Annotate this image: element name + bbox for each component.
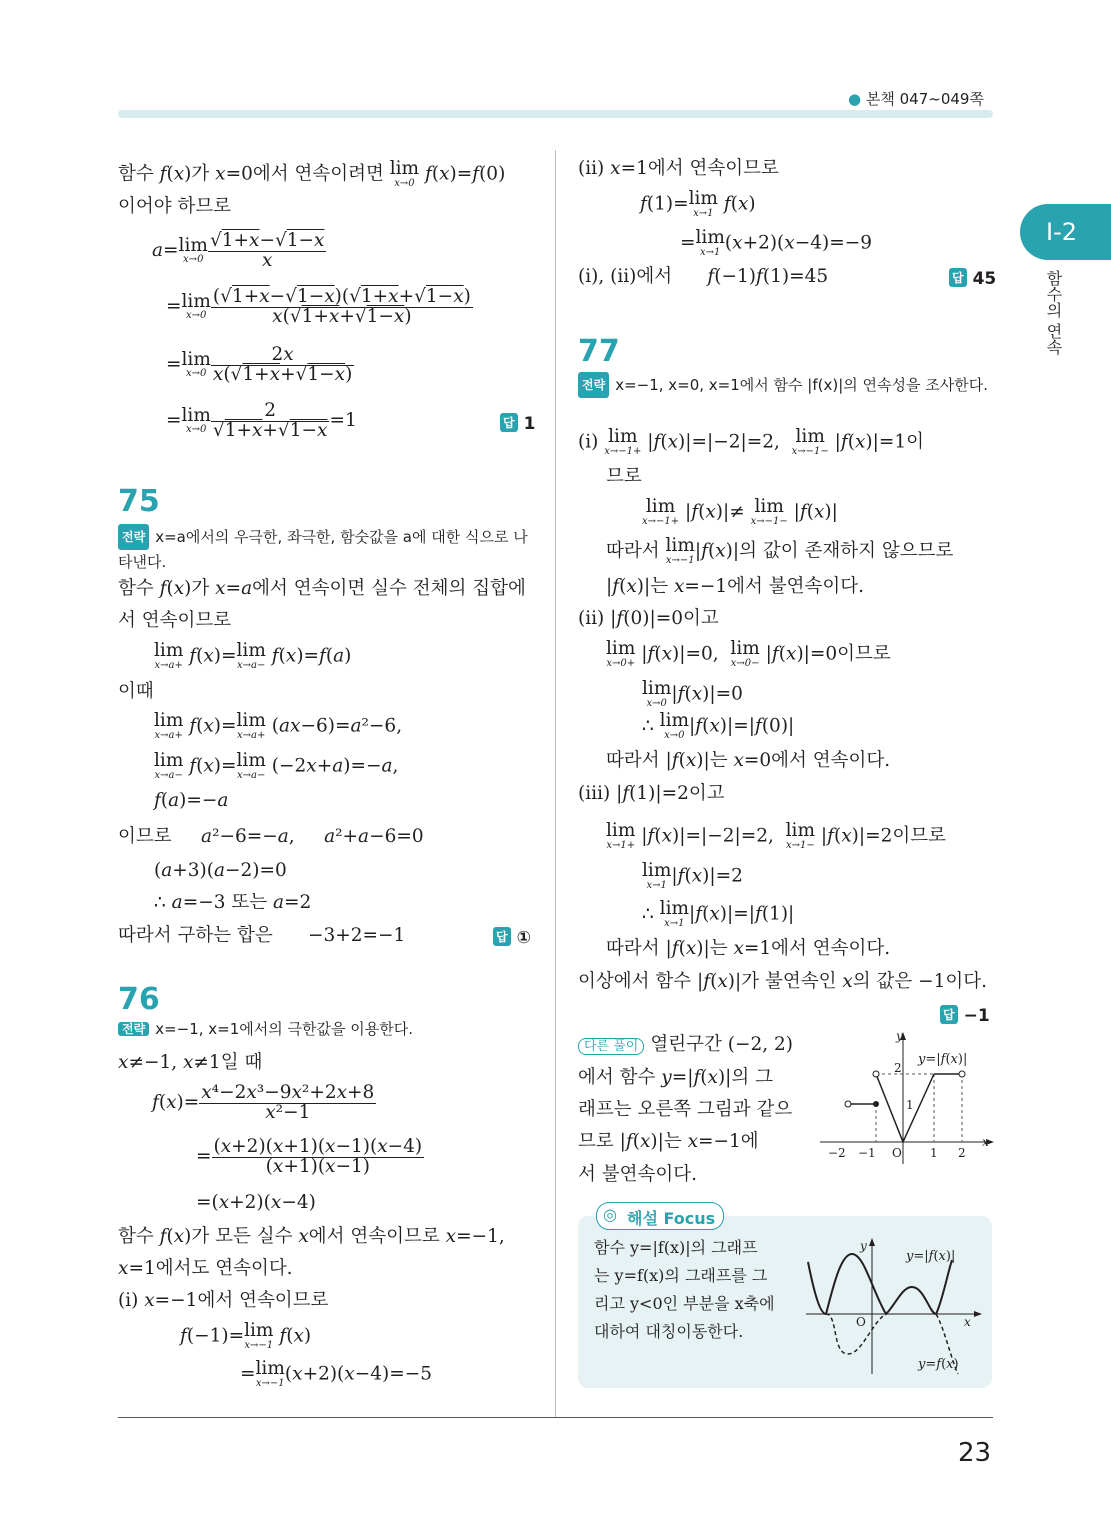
- text-line: 따라서 |f(x)|는 x=0에서 연속이다.: [606, 750, 891, 771]
- equation: lim x→a+ f(x)=lim x→a− f(x)=f(a): [154, 640, 352, 671]
- text-line: 따라서 lim x→−1 |f(x)|의 값이 존재하지 않으므로: [606, 535, 954, 566]
- answer: 답 ①: [493, 927, 531, 948]
- equation: lim x→1+ |f(x)|=|−2|=2, lim x→1− |f(x)|=2이므로: [606, 820, 947, 851]
- tick-label: −2: [828, 1146, 846, 1160]
- closed-point: [873, 1101, 879, 1107]
- tick-label: −1: [858, 1146, 876, 1160]
- equation: =lim x→0 $\frac{(√1+x-√1-x)(√1+x+√1-x)}{x(√1+x+√1-x)}$: [166, 286, 471, 327]
- equation: f(−1)=lim x→−1 f(x): [180, 1320, 312, 1351]
- equation: (a+3)(a−2)=0: [154, 860, 287, 881]
- problem-number: 75: [118, 484, 160, 519]
- text-line: 래프는 오른쪽 그림과 같으: [578, 1099, 793, 1120]
- tick-label: 2: [958, 1146, 966, 1160]
- text-line: x≠−1, x≠1일 때: [118, 1052, 263, 1073]
- equation: lim x→a+ f(x)=lim x→a+ (ax−6)=a²−6,: [154, 710, 403, 741]
- text-line: 이어야 하므로: [118, 196, 232, 217]
- curve-label: y=|f(x)|: [906, 1249, 956, 1264]
- equation: ∴ lim x→0 |f(x)|=|f(0)|: [642, 710, 795, 741]
- chapter-tab: Ⅰ-2: [1020, 204, 1111, 260]
- tick-label: 1: [930, 1146, 938, 1160]
- page-number: 23: [958, 1438, 992, 1468]
- y-label: y: [860, 1239, 867, 1253]
- text-line: 므로: [606, 466, 642, 487]
- equation: f(x)= $\frac{\text{x⁴−2x³−9x²+2x+8}}{\text{x²−1}}$: [152, 1082, 375, 1123]
- focus-text: 함수 y=|f(x)|의 그래프: [594, 1238, 758, 1257]
- text-line: 서 불연속이다.: [578, 1164, 697, 1185]
- answer: 답 −1: [940, 1005, 990, 1026]
- equation: = $\frac{(x+2)(x+1)(x-1)(x-4)}{(x+1)(x-1)}$: [196, 1136, 423, 1177]
- tick-label: 2: [894, 1061, 902, 1075]
- text-line: (ⅰ) lim x→−1+ |f(x)|=|−2|=2, lim x→−1− |f(x)|=1이: [578, 426, 924, 457]
- focus-text: 는 y=f(x)의 그래프를 그: [594, 1266, 768, 1285]
- text-line: (ⅰ) x=−1에서 연속이므로: [118, 1290, 329, 1311]
- equation: =lim x→0 $\frac{2x}{x(√1+x+√1-x)}$: [166, 344, 353, 385]
- curve-label: y=|f(x)|: [918, 1052, 968, 1067]
- equation: lim x→−1+ |f(x)|≠ lim x→−1− |f(x)|: [642, 496, 838, 527]
- column-divider: [555, 150, 556, 1418]
- text-line: 따라서 구하는 합은 −3+2=−1: [118, 925, 406, 946]
- text-line: (ⅱ) |f(0)|=0이고: [578, 608, 719, 629]
- equation: f(1)=lim x→1 f(x): [640, 188, 756, 219]
- graph-segment: [876, 1074, 903, 1142]
- x-label: x: [982, 1135, 989, 1149]
- y-arrow: [869, 1238, 875, 1246]
- open-point: [959, 1071, 965, 1077]
- curve-label: y=f(x): [918, 1357, 959, 1372]
- text-line: 서 연속이므로: [118, 610, 232, 631]
- x-label: x: [964, 1315, 971, 1329]
- text-line: (ⅲ) |f(1)|=2이고: [578, 783, 725, 804]
- equation: =(x+2)(x−4): [196, 1192, 316, 1213]
- text-line: 이때: [118, 681, 154, 702]
- strategy: 전략 x=a에서의 우극한, 좌극한, 함숫값을 a에 대한 식으로 나타낸다.: [118, 524, 538, 574]
- strategy: 전략 x=−1, x=1에서의 극한값을 이용한다.: [118, 1022, 413, 1037]
- equation: lim x→a− f(x)=lim x→a− (−2x+a)=−a,: [154, 750, 399, 781]
- header-bar: [118, 110, 993, 118]
- text-line: (ⅰ), (ⅱ)에서 f(−1)f(1)=45: [578, 266, 829, 287]
- page-reference: ● 본책 047~049쪽: [848, 90, 984, 108]
- origin-label: O: [856, 1315, 866, 1329]
- answer: 답 1: [500, 413, 535, 434]
- equation: =lim x→−1 (x+2)(x−4)=−5: [240, 1358, 432, 1389]
- x-arrow: [974, 1311, 982, 1317]
- equation: lim x→0+ |f(x)|=0, lim x→0− |f(x)|=0이므로: [606, 638, 891, 669]
- text-line: 함수 f(x)가 x=0에서 연속이려면 lim x→0 f(x)=f(0): [118, 158, 506, 189]
- chapter-title: 함수의 연속: [1044, 270, 1063, 356]
- text-line: (ⅱ) x=1에서 연속이므로: [578, 158, 779, 179]
- equation: =lim x→0 $\frac{2}{√1+x+√1-x}$ =1: [166, 400, 357, 441]
- equation: lim x→0 |f(x)|=0: [642, 678, 743, 709]
- text-line: 함수 f(x)가 x=a에서 연속이면 실수 전체의 집합에: [118, 578, 526, 599]
- open-point: [845, 1101, 851, 1107]
- strategy: 전략 x=−1, x=0, x=1에서 함수 |f(x)|의 연속성을 조사한다.: [578, 372, 996, 398]
- equation: ∴ lim x→1 |f(x)|=|f(1)|: [642, 898, 795, 929]
- text-line: x=1에서도 연속이다.: [118, 1258, 293, 1279]
- tick-label: 1: [906, 1098, 914, 1112]
- text-line: 이상에서 함수 |f(x)|가 불연속인 x의 값은 −1이다.: [578, 971, 988, 992]
- focus-graph: [802, 1232, 986, 1382]
- focus-text: 리고 y<0인 부분을 x축에: [594, 1294, 775, 1313]
- text-line: 므로 |f(x)|는 x=−1에: [578, 1131, 759, 1152]
- target-icon: ◎: [603, 1205, 617, 1224]
- focus-label: ◎ 해설 Focus: [596, 1202, 724, 1230]
- equation: a=lim x→0 $\frac{√1+x-√1-x}{x}$: [152, 230, 325, 271]
- problem-number: 76: [118, 982, 160, 1017]
- y-label: y: [896, 1030, 903, 1043]
- text-line: 함수 f(x)가 모든 실수 x에서 연속이므로 x=−1,: [118, 1226, 505, 1247]
- focus-text: 대하여 대칭이동한다.: [594, 1322, 744, 1341]
- abs-value-graph: [818, 1030, 996, 1170]
- text-line: 이므로 a²−6=−a, a²+a−6=0: [118, 826, 424, 847]
- text-line: 에서 함수 y=|f(x)|의 그: [578, 1067, 774, 1088]
- text-line: 따라서 |f(x)|는 x=1에서 연속이다.: [606, 938, 891, 959]
- equation: f(a)=−a: [154, 790, 229, 811]
- text-line: 다른 풀이 열린구간 (−2, 2): [578, 1036, 793, 1055]
- problem-number: 77: [578, 334, 620, 369]
- answer: 답 45: [949, 268, 996, 289]
- open-point: [873, 1071, 879, 1077]
- equation: ∴ a=−3 또는 a=2: [154, 892, 312, 913]
- equation: lim x→1 |f(x)|=2: [642, 860, 743, 891]
- tick-label: O: [892, 1146, 902, 1160]
- equation: =lim x→1 (x+2)(x−4)=−9: [680, 227, 872, 258]
- text-line: |f(x)|는 x=−1에서 불연속이다.: [606, 576, 865, 597]
- footer-line: [118, 1417, 993, 1418]
